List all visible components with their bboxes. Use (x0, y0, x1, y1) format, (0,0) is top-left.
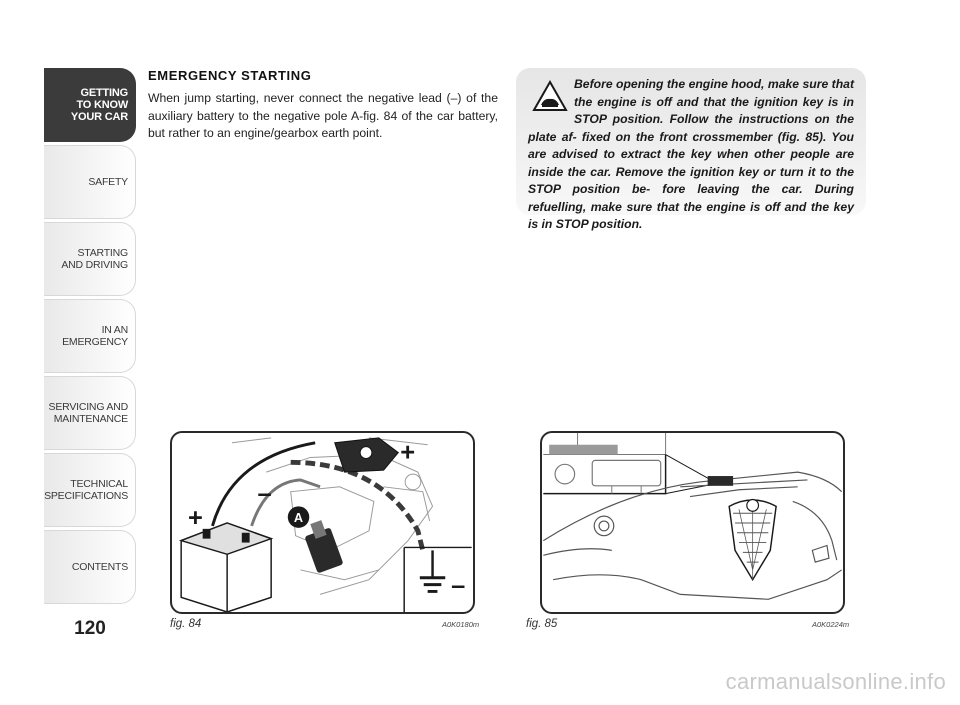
tab-starting-and-driving[interactable]: STARTING AND DRIVING (44, 222, 136, 296)
figure-84-caption: fig. 84 (170, 618, 202, 630)
tab-getting-to-know-your-car[interactable]: GETTING TO KNOW YOUR CAR (44, 68, 136, 142)
svg-text:A: A (293, 510, 304, 526)
plus-sign-battery: + (188, 503, 203, 532)
tab-servicing-and-maintenance[interactable]: SERVICING AND MAINTENANCE (44, 376, 136, 450)
front-crossmember-illustration (542, 433, 843, 612)
car-battery-cover (335, 438, 399, 472)
jump-start-illustration (172, 433, 473, 612)
auxiliary-battery (181, 523, 271, 612)
figure-85-code: A0K0224m (812, 620, 850, 629)
section-title: EMERGENCY STARTING (148, 68, 312, 83)
minus-sign-earth: – (451, 571, 466, 600)
earth-ground-inset (404, 547, 471, 612)
front-grille (729, 500, 776, 580)
tab-in-an-emergency[interactable]: IN AN EMERGENCY (44, 299, 136, 373)
page-number: 120 (74, 618, 106, 639)
minus-sign-battery: – (257, 479, 272, 508)
watermark: carmanualsonline.info (725, 669, 946, 694)
tab-technical-specifications[interactable]: TECHNICAL SPECIFICATIONS (44, 453, 136, 527)
plate-detail-inset (543, 433, 665, 494)
figure-85-caption: fig. 85 (526, 618, 558, 630)
warning-box (516, 68, 866, 231)
section-body: When jump starting, never connect the negative lead (–) of the auxiliary battery to the negative pole A-fig. 84 of the car battery, but rather to an engine/gearbox earth point. (148, 91, 498, 140)
figure-85 (540, 431, 845, 614)
warning-text: Before opening the engine hood, make sure that the engine is off and that the ignition key is in STOP position. Follow the instructions on the plate af- fixed on the front crossmember (fig. 85). You are advised to extract the key when other people are inside the car. Remove the ignition key or turn it to the STOP position be- fore leaving the car. During refuelling, make sure that the engine is off and the key is in STOP position. (528, 77, 854, 231)
tab-safety[interactable]: SAFETY (44, 145, 136, 219)
figure-84 (170, 431, 475, 614)
figure-84-code: A0K0180m (442, 620, 480, 629)
tab-contents[interactable]: CONTENTS (44, 530, 136, 604)
warning-triangle-icon (532, 80, 568, 112)
plus-sign-car: + (400, 438, 416, 467)
